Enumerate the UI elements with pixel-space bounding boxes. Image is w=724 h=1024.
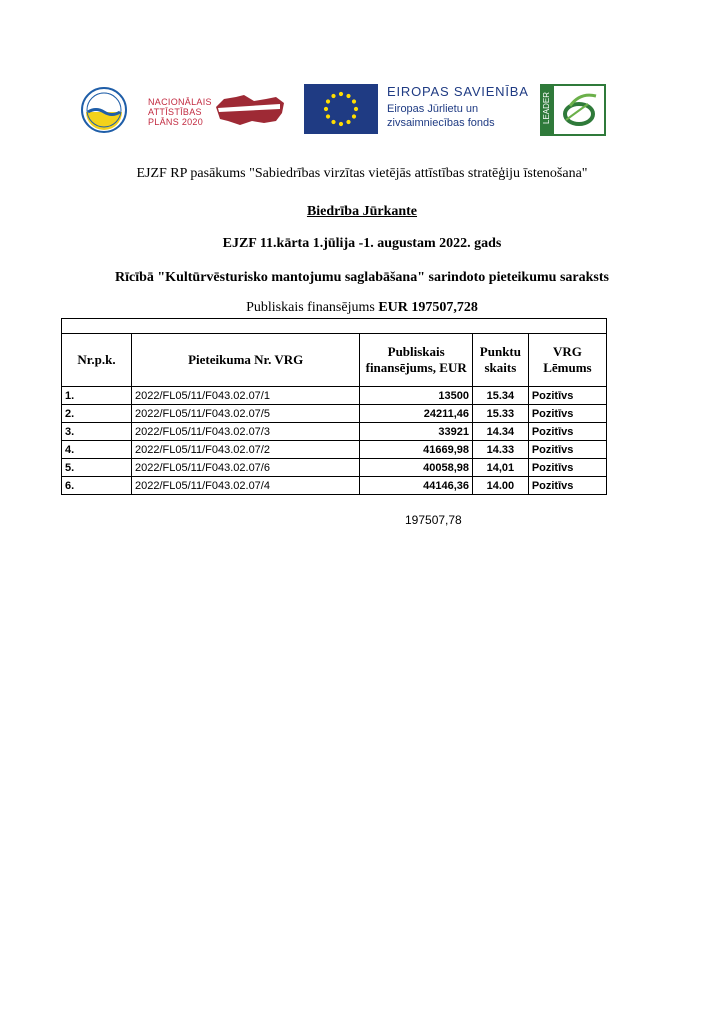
organisation-name: Biedrība Jūrkante bbox=[306, 204, 418, 219]
nap-line-3: PLĀNS 2020 bbox=[148, 117, 204, 127]
row-amount: 41669,98 bbox=[360, 441, 473, 459]
eu-subtitle-1: Eiropas Jūrlietu un bbox=[387, 103, 479, 115]
row-nr: 6. bbox=[62, 477, 132, 495]
row-application-id: 2022/FL05/11/F043.02.07/5 bbox=[132, 405, 360, 423]
row-points: 14.33 bbox=[473, 441, 529, 459]
row-decision: Pozitīvs bbox=[528, 387, 606, 405]
row-decision: Pozitīvs bbox=[528, 441, 606, 459]
nap-line-1: NACIONĀLAIS bbox=[148, 97, 212, 107]
row-amount: 44146,36 bbox=[360, 477, 473, 495]
row-application-id: 2022/FL05/11/F043.02.07/6 bbox=[132, 459, 360, 477]
table-row bbox=[62, 441, 607, 459]
col-header-decision: VRG Lēmums bbox=[528, 334, 606, 387]
table-row bbox=[62, 423, 607, 441]
programme-title: EJZF RP pasākums "Sabiedrības virzītas vietējās attīstības stratēģiju īstenošana" bbox=[136, 166, 588, 181]
table-header-row bbox=[62, 334, 607, 387]
row-application-id: 2022/FL05/11/F043.02.07/2 bbox=[132, 441, 360, 459]
col-header-points: Punktu skaits bbox=[473, 334, 529, 387]
row-application-id: 2022/FL05/11/F043.02.07/1 bbox=[132, 387, 360, 405]
table-row bbox=[62, 477, 607, 495]
eu-subtitle-2: zivsaimniecības fonds bbox=[387, 117, 495, 129]
table-row bbox=[62, 387, 607, 405]
row-points: 15.34 bbox=[473, 387, 529, 405]
row-application-id: 2022/FL05/11/F043.02.07/4 bbox=[132, 477, 360, 495]
row-decision: Pozitīvs bbox=[528, 477, 606, 495]
eu-logo-text bbox=[387, 84, 529, 130]
latvia-flag-map-logo bbox=[214, 93, 286, 127]
funding-total: 197507,78 bbox=[405, 513, 462, 527]
table-row bbox=[62, 459, 607, 477]
logo-strip bbox=[0, 80, 724, 140]
row-points: 14.00 bbox=[473, 477, 529, 495]
row-decision: Pozitīvs bbox=[528, 459, 606, 477]
col-header-application-id: Pieteikuma Nr. VRG bbox=[132, 334, 360, 387]
row-amount: 33921 bbox=[360, 423, 473, 441]
col-header-nr: Nr.p.k. bbox=[62, 334, 132, 387]
row-points: 15.33 bbox=[473, 405, 529, 423]
row-decision: Pozitīvs bbox=[528, 423, 606, 441]
row-points: 14,01 bbox=[473, 459, 529, 477]
row-nr: 1. bbox=[62, 387, 132, 405]
round-title: EJZF 11.kārta 1.jūlija -1. augustam 2022. gads bbox=[222, 236, 502, 251]
table-spacer-row bbox=[62, 319, 607, 334]
leader-logo bbox=[540, 84, 606, 136]
row-decision: Pozitīvs bbox=[528, 405, 606, 423]
applications-table bbox=[61, 318, 607, 495]
eu-title: EIROPAS SAVIENĪBA bbox=[387, 84, 529, 99]
eu-flag-logo bbox=[304, 84, 378, 134]
row-application-id: 2022/FL05/11/F043.02.07/3 bbox=[132, 423, 360, 441]
row-amount: 40058,98 bbox=[360, 459, 473, 477]
row-nr: 2. bbox=[62, 405, 132, 423]
row-points: 14.34 bbox=[473, 423, 529, 441]
public-funding-line bbox=[0, 300, 724, 316]
row-nr: 5. bbox=[62, 459, 132, 477]
jurkante-logo bbox=[80, 86, 128, 134]
table-row bbox=[62, 405, 607, 423]
action-title: Rīcībā "Kultūrvēsturisko mantojumu saglabāšana" sarindoto pieteikumu saraksts bbox=[115, 270, 609, 285]
row-amount: 24211,46 bbox=[360, 405, 473, 423]
row-amount: 13500 bbox=[360, 387, 473, 405]
col-header-funding: Publiskais finansējums, EUR bbox=[360, 334, 473, 387]
funding-value: EUR 197507,728 bbox=[378, 300, 478, 315]
funding-label: Publiskais finansējums bbox=[246, 300, 375, 315]
leader-label: LEADER bbox=[542, 91, 551, 124]
row-nr: 4. bbox=[62, 441, 132, 459]
nap-line-2: ATTĪSTĪBAS bbox=[148, 107, 202, 117]
nap-logo-text bbox=[148, 97, 212, 127]
row-nr: 3. bbox=[62, 423, 132, 441]
